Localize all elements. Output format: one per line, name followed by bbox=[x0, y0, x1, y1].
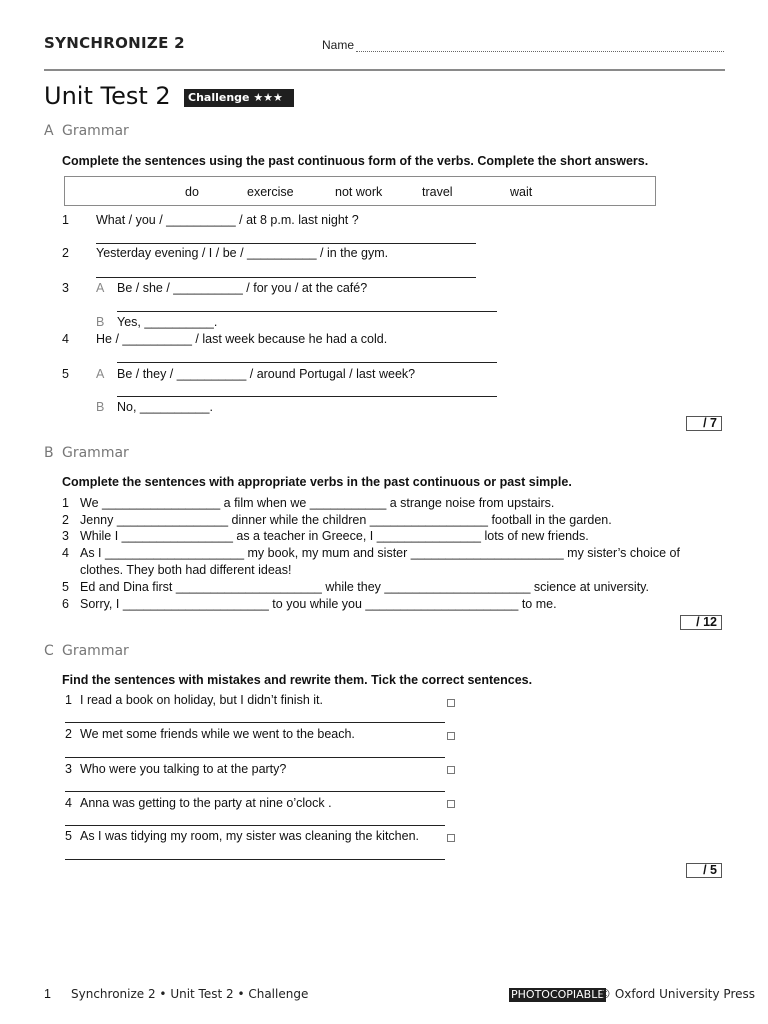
item-number: 4 bbox=[62, 546, 69, 560]
item-number: 1 bbox=[62, 213, 69, 227]
item-number: 3 bbox=[62, 529, 69, 543]
item-number: 5 bbox=[65, 829, 72, 843]
page-title: Unit Test 2 bbox=[44, 82, 171, 110]
section-title: Grammar bbox=[62, 643, 129, 659]
answer-line[interactable] bbox=[117, 396, 497, 397]
answer-line[interactable] bbox=[65, 791, 445, 792]
word-box-item: travel bbox=[422, 185, 453, 199]
footer-title: Synchronize 2 • Unit Test 2 • Challenge bbox=[71, 987, 309, 1001]
item-text: Yes, __________. bbox=[117, 315, 218, 329]
section-a-instruction: Complete the sentences using the past continuous form of the verbs. Complete the short answers. bbox=[62, 154, 649, 168]
answer-line[interactable] bbox=[65, 859, 445, 860]
item-number: 1 bbox=[65, 693, 72, 707]
section-c-instruction: Find the sentences with mistakes and rewrite them. Tick the correct sentences. bbox=[62, 673, 533, 687]
tick-checkbox[interactable] bbox=[447, 699, 455, 707]
item-number: 2 bbox=[62, 513, 69, 527]
section-title: Grammar bbox=[62, 123, 129, 139]
score-box: / 12 bbox=[680, 615, 722, 630]
answer-line[interactable] bbox=[65, 757, 445, 758]
name-label: Name bbox=[322, 38, 355, 52]
section-c-heading bbox=[44, 643, 129, 659]
item-number: 4 bbox=[65, 796, 72, 810]
word-box-item: exercise bbox=[247, 185, 294, 199]
section-letter: B bbox=[44, 445, 54, 461]
speaker-a-label: A bbox=[96, 281, 105, 295]
section-letter: A bbox=[44, 123, 54, 139]
item-text: While I ________________ as a teacher in Greece, I _______________ lots of new friends. bbox=[80, 529, 589, 543]
challenge-badge: Challenge ★★★ bbox=[184, 89, 294, 107]
item-number: 4 bbox=[62, 332, 69, 346]
item-text: Who were you talking to at the party? bbox=[80, 762, 287, 776]
item-text: He / __________ / last week because he had a cold. bbox=[96, 332, 388, 346]
item-text-continued: clothes. They both had different ideas! bbox=[80, 563, 292, 577]
item-text: As I was tidying my room, my sister was cleaning the kitchen. bbox=[80, 829, 420, 843]
header-divider bbox=[44, 69, 725, 71]
tick-checkbox[interactable] bbox=[447, 766, 455, 774]
answer-line[interactable] bbox=[96, 243, 476, 244]
word-box-item: do bbox=[185, 185, 199, 199]
word-box-item: wait bbox=[510, 185, 533, 199]
photocopiable-label: PHOTOCOPIABLE bbox=[511, 988, 605, 1001]
speaker-b-label: B bbox=[96, 400, 105, 414]
score-box: / 7 bbox=[686, 416, 722, 431]
page-number: 1 bbox=[44, 987, 51, 1001]
item-text: Sorry, I _____________________ to you while you ______________________ to me. bbox=[80, 597, 557, 611]
item-text: We met some friends while we went to the beach. bbox=[80, 727, 355, 741]
item-number: 2 bbox=[65, 727, 72, 741]
section-a-heading bbox=[44, 123, 129, 139]
section-title: Grammar bbox=[62, 445, 129, 461]
publisher-credit: © Oxford University Press bbox=[599, 987, 756, 1001]
answer-line[interactable] bbox=[96, 277, 476, 278]
item-text: Jenny ________________ dinner while the children _________________ football in the garden. bbox=[80, 513, 612, 527]
item-number: 2 bbox=[62, 246, 69, 260]
item-text: Anna was getting to the party at nine o’clock . bbox=[80, 796, 332, 810]
score-box: / 5 bbox=[686, 863, 722, 878]
item-text: Yesterday evening / I / be / __________ / in the gym. bbox=[96, 246, 389, 260]
answer-line[interactable] bbox=[117, 311, 497, 312]
item-text: No, __________. bbox=[117, 400, 213, 414]
item-number: 3 bbox=[65, 762, 72, 776]
item-number: 5 bbox=[62, 580, 69, 594]
speaker-b-label: B bbox=[96, 315, 105, 329]
section-b-instruction: Complete the sentences with appropriate verbs in the past continuous or past simple. bbox=[62, 475, 572, 489]
item-text: What / you / __________ / at 8 p.m. last night ? bbox=[96, 213, 359, 227]
tick-checkbox[interactable] bbox=[447, 800, 455, 808]
answer-line[interactable] bbox=[65, 825, 445, 826]
name-field[interactable] bbox=[356, 51, 724, 52]
brand-logo: SYNCHRONIZE 2 bbox=[44, 34, 185, 52]
tick-checkbox[interactable] bbox=[447, 834, 455, 842]
item-text: I read a book on holiday, but I didn’t finish it. bbox=[80, 693, 323, 707]
answer-line[interactable] bbox=[117, 362, 497, 363]
item-number: 5 bbox=[62, 367, 69, 381]
item-text: As I ____________________ my book, my mum and sister ______________________ my sister’s choice of bbox=[80, 546, 680, 560]
item-text: We _________________ a film when we ___________ a strange noise from upstairs. bbox=[80, 496, 555, 510]
item-text: Be / they / __________ / around Portugal / last week? bbox=[117, 367, 416, 381]
section-b-heading bbox=[44, 445, 129, 461]
item-number: 3 bbox=[62, 281, 69, 295]
answer-line[interactable] bbox=[65, 722, 445, 723]
word-box-item: not work bbox=[335, 185, 383, 199]
item-number: 6 bbox=[62, 597, 69, 611]
item-text: Be / she / __________ / for you / at the café? bbox=[117, 281, 368, 295]
section-letter: C bbox=[44, 643, 54, 659]
speaker-a-label: A bbox=[96, 367, 105, 381]
item-number: 1 bbox=[62, 496, 69, 510]
tick-checkbox[interactable] bbox=[447, 732, 455, 740]
item-text: Ed and Dina first _____________________ while they _____________________ science at university. bbox=[80, 580, 649, 594]
